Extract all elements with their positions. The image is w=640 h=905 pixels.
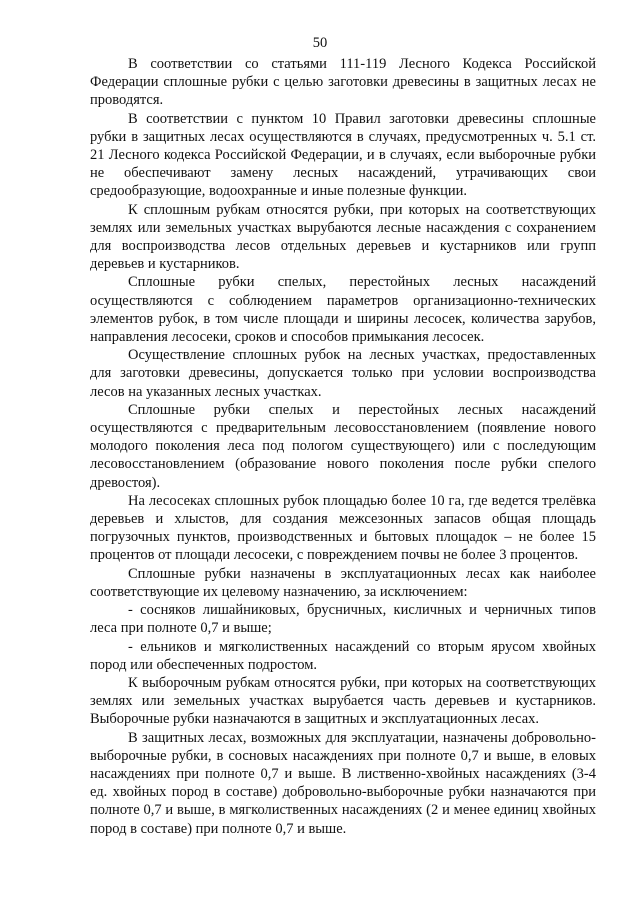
paragraph: В защитных лесах, возможных для эксплуатации, назначены добровольно-выборочные рубки, в сосновых насаждениях при полноте 0,7 и выше, в еловых насаждениях при полноте 0,7 и выше. В лиственно-хвойных насаждениях (3-4 ед. хвойных пород в составе) добровольно-выборочные рубки назначаются при полноте 0,7 и выше, в мягколиственных насаждениях (2 и менее единиц хвойных пород в составе) при полноте 0,7 и выше. bbox=[90, 729, 596, 837]
page-number: 50 bbox=[312, 35, 328, 51]
paragraph: Сплошные рубки спелых и перестойных лесных насаждений осуществляются с предварительным лесовосстановлением (появление нового молодого поколения леса под пологом существующего) или с последующим лесовосстановлением (образование нового поколения после рубки спелого древостоя). bbox=[90, 401, 596, 491]
list-item: - сосняков лишайниковых, брусничных, кисличных и черничных типов леса при полноте 0,7 и выше; bbox=[90, 602, 596, 637]
paragraph: Сплошные рубки назначены в эксплуатационных лесах как наиболее соответствующие их целевому назначению, за исключением: bbox=[90, 565, 596, 600]
paragraph: В соответствии с пунктом 10 Правил заготовки древесины сплошные рубки в защитных лесах осуществляются в случаях, предусмотренных ч. 5.1 ст. 21 Лесного кодекса Российской Федерации, и в случаях, если выборочные рубки не обеспечивают замену лесных насаждений, утрачивающих свои средообразующие, водоохранные и иные полезные функции. bbox=[90, 110, 596, 200]
paragraph: Сплошные рубки спелых, перестойных лесных насаждений осуществляются с соблюдением параметров организационно-технических элементов рубок, в том числе площади и ширины лесосек, количества зарубов, направления лесосеки, сроков и способов примыкания лесосек. bbox=[90, 274, 596, 346]
list-item: - ельников и мягколиственных насаждений со вторым ярусом хвойных пород или обеспеченных подростом. bbox=[90, 638, 596, 673]
document-body bbox=[90, 55, 596, 838]
paragraph: На лесосеках сплошных рубок площадью более 10 га, где ведется трелёвка деревьев и хлыстов, для создания межсезонных запасов общая площадь погрузочных пунктов, производственных и бытовых площадок – не более 15 процентов от площади лесосеки, с повреждением почвы не более 3 процентов. bbox=[90, 492, 596, 564]
paragraph: В соответствии со статьями 111-119 Лесного Кодекса Российской Федерации сплошные рубки с целью заготовки древесины в защитных лесах не проводятся. bbox=[90, 56, 596, 109]
paragraph: Осуществление сплошных рубок на лесных участках, предоставленных для заготовки древесины, допускается только при условии воспроизводства лесов на указанных лесных участках. bbox=[90, 347, 596, 400]
paragraph: К сплошным рубкам относятся рубки, при которых на соответствующих землях или земельных участках вырубаются лесные насаждения с сохранением для воспроизводства лесов отдельных деревьев и кустарников или групп деревьев и кустарников. bbox=[90, 201, 596, 273]
paragraph: К выборочным рубкам относятся рубки, при которых на соответствующих землях или земельных участках вырубается часть деревьев и кустарников. Выборочные рубки назначаются в защитных и эксплуатационных лесах. bbox=[90, 674, 596, 728]
